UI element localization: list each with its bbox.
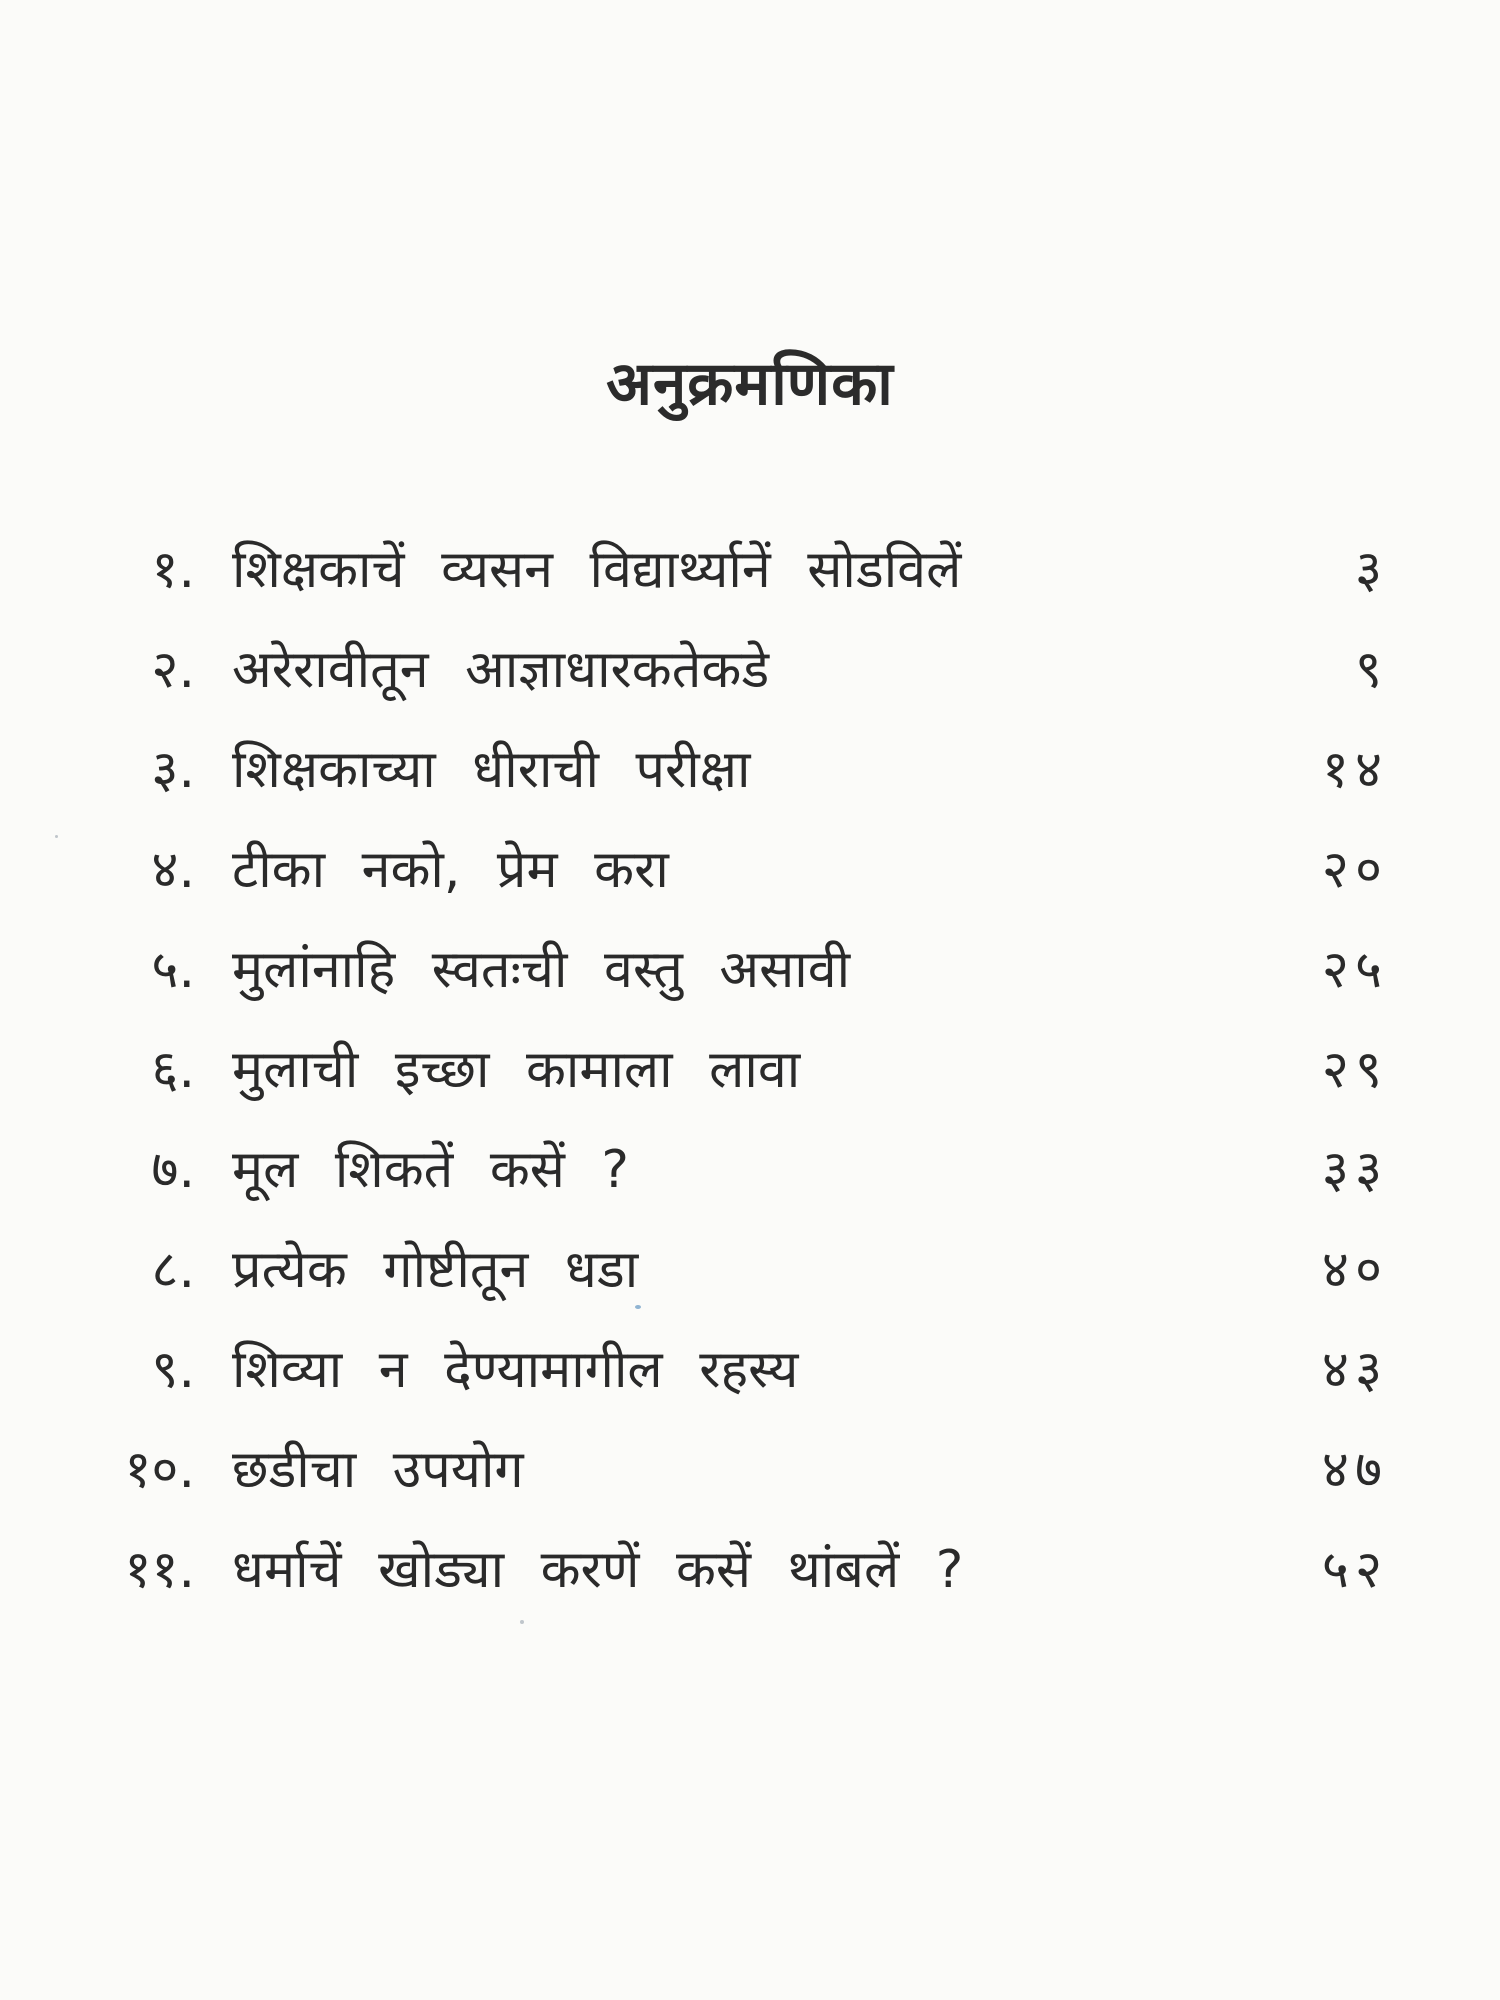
- toc-entry: [0, 1420, 1500, 1520]
- entry-number: ९.: [151, 1340, 195, 1400]
- entry-page-number: ४०: [1321, 1240, 1388, 1300]
- entry-number: १०.: [124, 1440, 195, 1500]
- entry-title: शिक्षकाच्या धीराची परीक्षा: [232, 740, 751, 800]
- toc-entry: [0, 920, 1500, 1020]
- entry-title: अरेरावीतून आज्ञाधारकतेकडे: [232, 640, 770, 700]
- entry-title: शिव्या न देण्यामागील रहस्य: [232, 1340, 799, 1400]
- entry-number: ४.: [151, 840, 195, 900]
- entry-number: १.: [151, 540, 195, 600]
- entry-title: धर्माचें खोड्या करणें कसें थांबलें ?: [232, 1540, 964, 1600]
- entry-page-number: ३३: [1321, 1140, 1388, 1200]
- entry-page-number: १४: [1321, 740, 1388, 800]
- toc-entry: [0, 1320, 1500, 1420]
- entry-page-number: २०: [1321, 840, 1388, 900]
- toc-entry: [0, 620, 1500, 720]
- table-of-contents: [0, 520, 1500, 1620]
- entry-number: २.: [151, 640, 195, 700]
- entry-page-number: ४३: [1321, 1340, 1388, 1400]
- entry-title: छडीचा उपयोग: [232, 1440, 524, 1500]
- entry-page-number: ९: [1354, 640, 1388, 700]
- entry-number: ५.: [151, 940, 195, 1000]
- entry-title: मुलांनाहि स्वतःची वस्तु असावी: [232, 940, 851, 1000]
- entry-page-number: ३: [1354, 540, 1388, 600]
- toc-entry: [0, 820, 1500, 920]
- entry-title: प्रत्येक गोष्टीतून धडा: [232, 1240, 639, 1300]
- toc-entry: [0, 720, 1500, 820]
- entry-page-number: ४७: [1321, 1440, 1388, 1500]
- entry-page-number: २९: [1321, 1040, 1388, 1100]
- entry-title: मुलाची इच्छा कामाला लावा: [232, 1040, 801, 1100]
- entry-number: ११.: [124, 1540, 195, 1600]
- entry-title: शिक्षकाचें व्यसन विद्यार्थ्यानें सोडविलें: [232, 540, 962, 600]
- entry-number: ८.: [151, 1240, 195, 1300]
- entry-number: ६.: [151, 1040, 195, 1100]
- entry-title: मूल शिकतें कसें ?: [232, 1140, 630, 1200]
- toc-entry: [0, 520, 1500, 620]
- toc-entry: [0, 1120, 1500, 1220]
- paper-speck: [520, 1620, 524, 1624]
- entry-number: ७.: [151, 1140, 195, 1200]
- page-title: अनुक्रमणिका: [606, 349, 894, 419]
- entry-title: टीका नको, प्रेम करा: [232, 840, 669, 900]
- paper-speck: [635, 1305, 641, 1309]
- toc-entry: [0, 1020, 1500, 1120]
- entry-page-number: ५२: [1321, 1540, 1388, 1600]
- entry-page-number: २५: [1321, 940, 1388, 1000]
- paper-speck: [55, 835, 58, 838]
- entry-number: ३.: [151, 740, 195, 800]
- toc-entry: [0, 1220, 1500, 1320]
- toc-entry: [0, 1520, 1500, 1620]
